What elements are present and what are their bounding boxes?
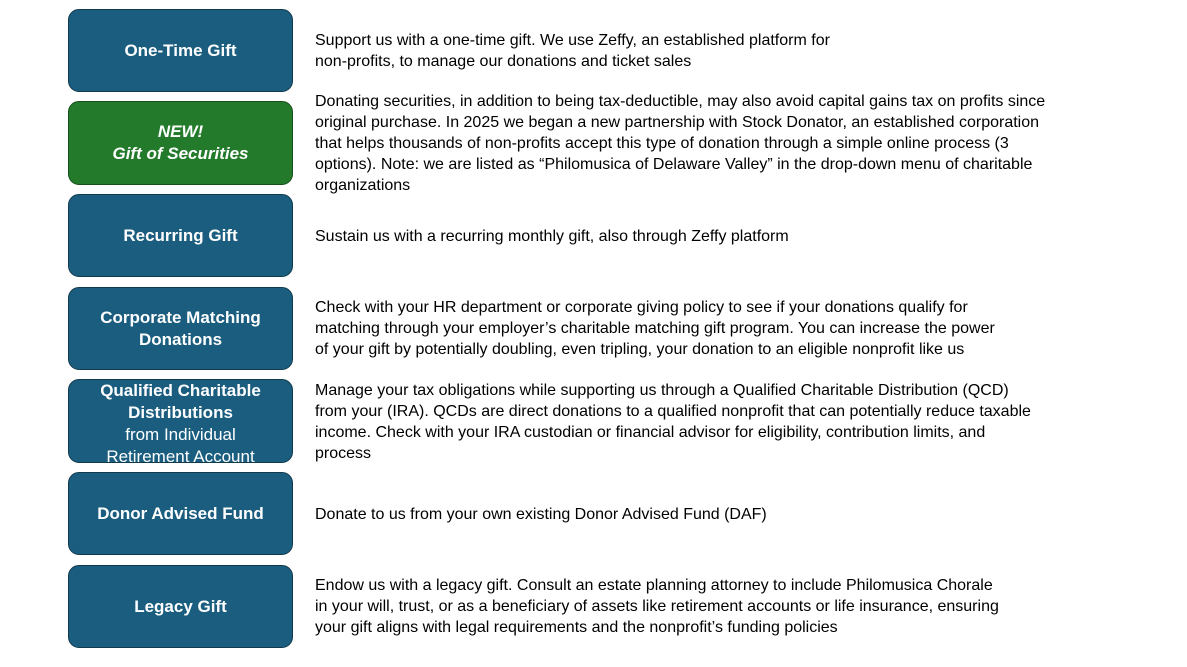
description-line: options). Note: we are listed as “Philomusica of Delaware Valley” in the drop-down menu of charitable xyxy=(315,156,1033,173)
description-line: Support us with a one-time gift. We use Zeffy, an established platform for xyxy=(315,32,830,49)
gift-of-securities-label: Gift of Securities xyxy=(112,144,249,163)
description-line: your gift aligns with legal requirements and the nonprofit’s funding policies xyxy=(315,619,838,636)
qcd-sublabel: from Individual xyxy=(125,425,236,444)
description-line: income. Check with your IRA custodian or financial advisor for eligibility, contribution limits, and xyxy=(315,424,986,441)
description-line: Endow us with a legacy gift. Consult an estate planning attorney to include Philomusica Chorale xyxy=(315,577,993,594)
description-line: Check with your HR department or corporate giving policy to see if your donations qualify for xyxy=(315,299,968,316)
gift-of-securities-button[interactable] xyxy=(68,101,293,185)
donor-advised-fund-description xyxy=(315,504,1125,525)
corporate-matching-label: Corporate Matching xyxy=(100,307,261,327)
description-line: matching through your employer’s charitable matching gift program. You can increase the power xyxy=(315,320,995,337)
description-line: process xyxy=(315,445,372,462)
description-line: from your (IRA). QCDs are direct donations to a qualified nonprofit that can potentially reduce taxable xyxy=(315,403,1031,420)
recurring-gift-label: Recurring Gift xyxy=(123,225,238,245)
description-line: of your gift by potentially doubling, even tripling, your donation to an eligible nonprofit like us xyxy=(315,341,965,358)
donor-advised-fund-button[interactable] xyxy=(68,472,293,555)
description-line: Manage your tax obligations while supporting us through a Qualified Charitable Distribution (QCD) xyxy=(315,382,1009,399)
corporate-matching-label: Donations xyxy=(138,329,223,349)
one-time-gift-description xyxy=(315,30,1125,72)
description-line: Sustain us with a recurring monthly gift, also through Zeffy platform xyxy=(315,228,789,245)
qualified-charitable-distributions-button[interactable] xyxy=(68,379,293,463)
description-line: Donate to us from your own existing Donor Advised Fund (DAF) xyxy=(315,506,767,523)
description-line: original purchase. In 2025 we began a new partnership with Stock Donator, an established corporation xyxy=(315,114,1040,131)
legacy-gift-description xyxy=(315,575,1125,638)
legacy-gift-label: Legacy Gift xyxy=(134,596,227,616)
new-badge-label: NEW! xyxy=(157,122,204,141)
recurring-gift-button[interactable] xyxy=(68,194,293,277)
qcd-label: Qualified Charitable xyxy=(100,381,261,400)
recurring-gift-description xyxy=(315,226,1125,247)
one-time-gift-label: One-Time Gift xyxy=(124,40,237,60)
description-line: in your will, trust, or as a beneficiary of assets like retirement accounts or life insurance, ensuring xyxy=(315,598,999,615)
description-line: organizations xyxy=(315,177,411,194)
legacy-gift-button[interactable] xyxy=(68,565,293,648)
one-time-gift-button[interactable] xyxy=(68,9,293,92)
donor-advised-fund-label: Donor Advised Fund xyxy=(97,503,264,523)
gift-of-securities-description xyxy=(315,91,1125,196)
description-line: that helps thousands of non-profits accept this type of donation through a simple online process (3 xyxy=(315,135,1009,152)
corporate-matching-description xyxy=(315,297,1125,360)
qualified-charitable-distributions-description xyxy=(315,380,1125,464)
description-line: Donating securities, in addition to being tax-deductible, may also avoid capital gains tax on profits since xyxy=(315,93,1046,110)
description-line: non-profits, to manage our donations and ticket sales xyxy=(315,53,692,70)
qcd-label: Distributions xyxy=(128,403,233,422)
corporate-matching-button[interactable] xyxy=(68,287,293,370)
qcd-sublabel: Retirement Account xyxy=(106,447,255,463)
